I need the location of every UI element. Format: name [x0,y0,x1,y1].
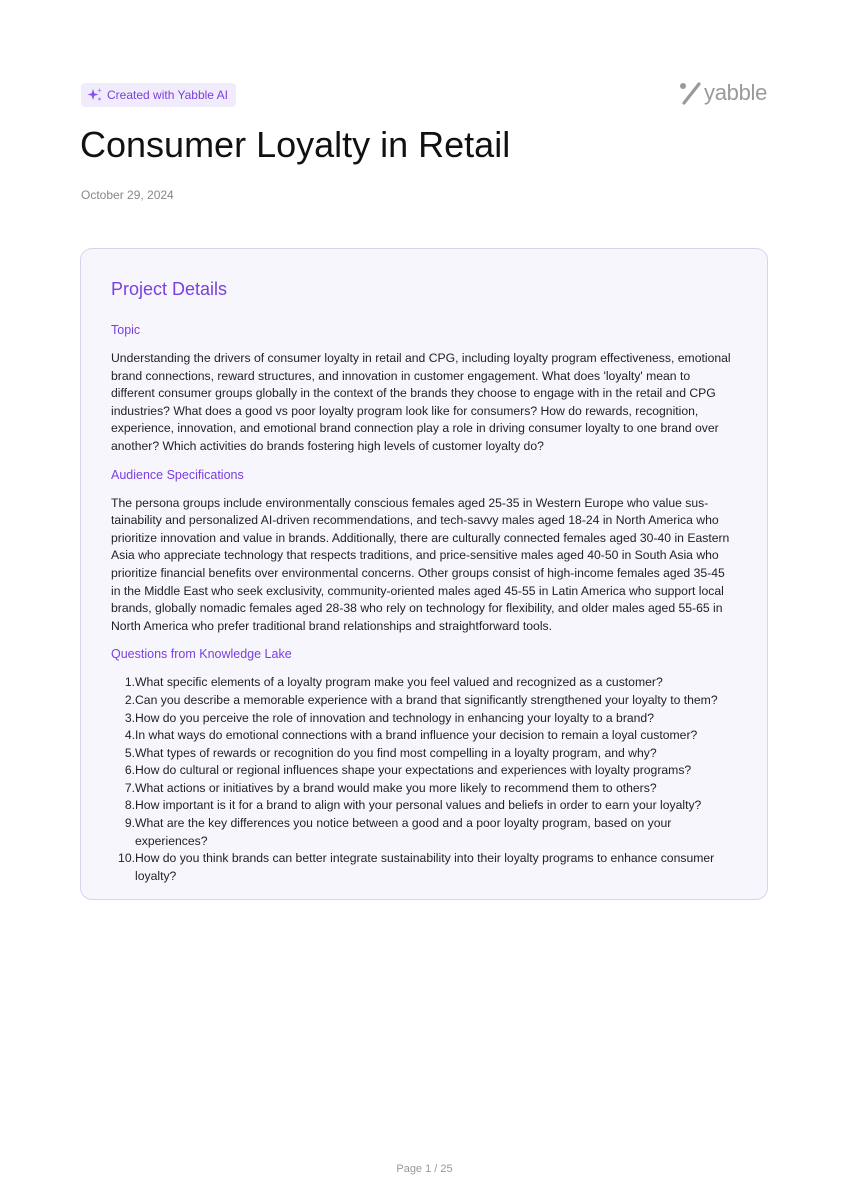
list-item [111,815,737,850]
yabble-logo [678,80,767,106]
question-text: What specific elements of a loyalty program make you feel valued and recognized as a customer? [135,675,663,690]
question-text: Can you describe a memorable experience with a brand that significantly strengthened your loyalty to them? [135,692,718,707]
list-item [111,780,737,798]
page-number: Page 1 / 25 [396,1163,453,1175]
question-text: What types of rewards or recognition do you find most compelling in a loyalty program, and why? [135,745,657,760]
question-text: What are the key differences you notice between a good and a poor loyalty program, based on your experiences? [135,816,672,848]
list-item [111,762,737,780]
questions-label: Questions from Knowledge Lake [111,647,292,662]
project-details-heading: Project Details [111,279,228,299]
question-number: 6. [124,763,135,778]
ai-badge [81,83,236,107]
list-item [111,710,737,728]
questions-list [111,674,737,885]
question-number: 2. [124,692,135,707]
list-item [111,745,737,763]
list-item [111,692,737,710]
document-date: October 29, 2024 [81,188,174,202]
list-item [111,797,737,815]
project-details-card [80,248,768,900]
question-text: How important is it for a brand to align with your personal values and beliefs in order to earn your loyalty? [135,798,702,813]
question-number: 3. [124,710,135,725]
logo-wordmark: yabble [704,80,768,105]
question-text: In what ways do emotional connections with a brand influence your decision to remain a loyal customer? [135,728,698,743]
topic-label: Topic [111,323,141,337]
question-number: 5. [124,745,135,760]
page-title: Consumer Loyalty in Retail [80,124,511,165]
sparkle-icon [87,87,103,103]
question-number: 1. [124,675,135,690]
list-item [111,674,737,692]
question-text: What actions or initiatives by a brand would make you more likely to recommend them to others? [135,780,657,795]
badge-label: Created with Yabble AI [107,88,228,102]
question-number: 8. [124,798,135,813]
yabble-logo-mark-icon [678,81,702,105]
question-number: 9. [124,816,135,831]
list-item [111,850,737,885]
question-number: 10. [118,851,135,866]
question-text: How do you perceive the role of innovation and technology in enhancing your loyalty to a brand? [135,710,654,725]
list-item [111,727,737,745]
question-number: 7. [124,780,135,795]
audience-text: The persona groups include environmentally conscious females aged 25-35 in Western Europe who value sus- tainability and personalized AI-driven recommendations, and tech-savvy males aged 18-24 in North America who prioritize innovation and value in brands. Additionally, there are culturally connected females aged 30-40 in Eastern Asia who appreciate technology that respects traditions, and price-sensitive males aged 40-50 in South Asia who prioritize financial benefits over environmental concerns. Other groups consist of high-income females aged 35-45 in the Middle East who seek exclusivity, community-oriented males aged 45-55 in Latin America who support local brands, globally nomadic females aged 28-38 who rely on technology for flexibility, and older males aged 55-65 in North America who prefer traditional brand relationships and straightforward tools. [111,495,730,633]
question-text: How do cultural or regional influences shape your expectations and experiences with loyalty programs? [135,763,692,778]
audience-label: Audience Specifications [111,467,244,482]
question-text: How do you think brands can better integrate sustainability into their loyalty programs to enhance consumer loyalty? [135,851,715,883]
topic-text: Understanding the drivers of consumer loyalty in retail and CPG, including loyalty program effectiveness, emotional brand connections, reward structures, and innovation in customer engagement. What does 'loyalty' mean to different consumer groups globally in the context of the brands they choose to engage with in the retail and CPG industries? What does a good vs poor loyalty program look like for consumers? How do rewards, recognition, experience, innovation, and emotional brand connection play a role in driving consumer loyalty to one brand over another? Which activities do brands fostering high levels of customer loyalty do? [111,351,731,453]
question-number: 4. [124,728,135,743]
